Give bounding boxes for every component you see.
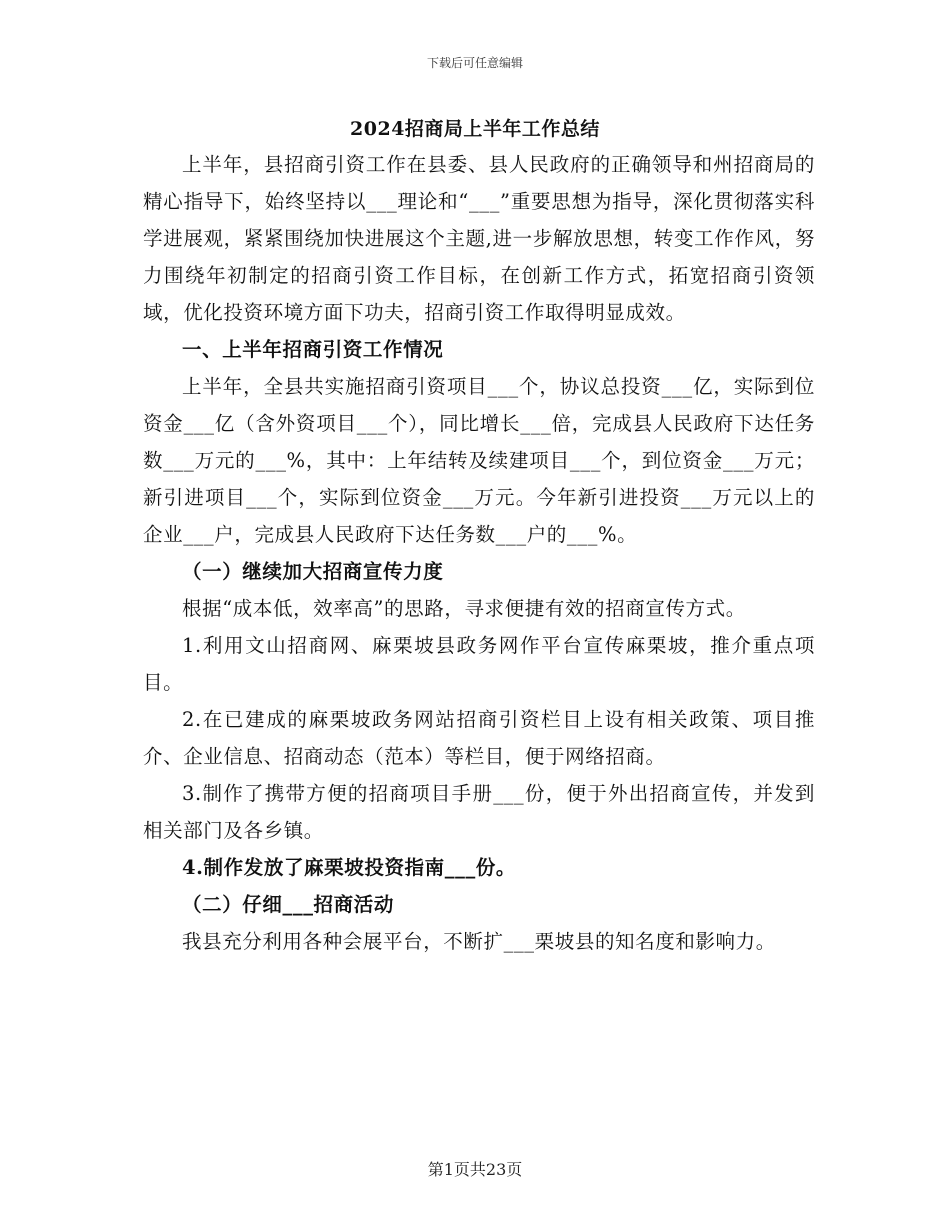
publicity-paragraph: 根据“成本低，效率高”的思路，寻求便捷有效的招商宣传方式。 — [182, 597, 746, 620]
list-item-4: 4.制作发放了麻栗坡投资指南___份。 — [182, 856, 517, 879]
list-item-1: 1.利用文山招商网、麻栗坡县政务网作平台宣传麻栗坡，推介重点项目。 — [143, 634, 815, 694]
intro-paragraph: 上半年，县招商引资工作在县委、县人民政府的正确领导和州招商局的精心指导下，始终坚持以___理论和“___”重要思想为指导，深化贯彻落实科学进展观，紧紧围绕加快进展这个主题,进一步解放思想，转变工作作风，努力围绕年初制定的招商引资工作目标，在创新工作方式，拓宽招商引资领域，优化投资环境方面下功夫，招商引资工作取得明显成效。 — [143, 153, 815, 324]
section-heading-1: 一、上半年招商引资工作情况 — [182, 338, 444, 361]
summary-paragraph: 上半年，全县共实施招商引资项目___个，协议总投资___亿，实际到位资金___亿（含外资项目___个），同比增长___倍，完成县人民政府下达任务数___万元的___%，其中：上年结转及续建项目___个，到位资金___万元；新引进项目___个，实际到位资金___万元。今年新引进投资___万元以上的企业___户，完成县人民政府下达任务数___户的___%。 — [143, 375, 815, 546]
subsection-heading-2: （二）仔细___招商活动 — [182, 893, 394, 916]
document-body — [143, 146, 815, 960]
list-item-2: 2.在已建成的麻栗坡政务网站招商引资栏目上设有相关政策、项目推介、企业信息、招商动态（范本）等栏目，便于网络招商。 — [143, 708, 815, 768]
header-note: 下载后可任意编辑 — [426, 56, 523, 70]
page-number: 第1页共23页 — [427, 1160, 523, 1179]
subsection-heading-1: （一）继续加大招商宣传力度 — [182, 560, 444, 583]
activities-paragraph: 我县充分利用各种会展平台，不断扩___栗坡县的知名度和影响力。 — [182, 930, 776, 953]
list-item-3: 3.制作了携带方便的招商项目手册___份，便于外出招商宣传，并发到相关部门及各乡镇。 — [143, 782, 815, 842]
document-title: 2024招商局上半年工作总结 — [350, 118, 600, 140]
